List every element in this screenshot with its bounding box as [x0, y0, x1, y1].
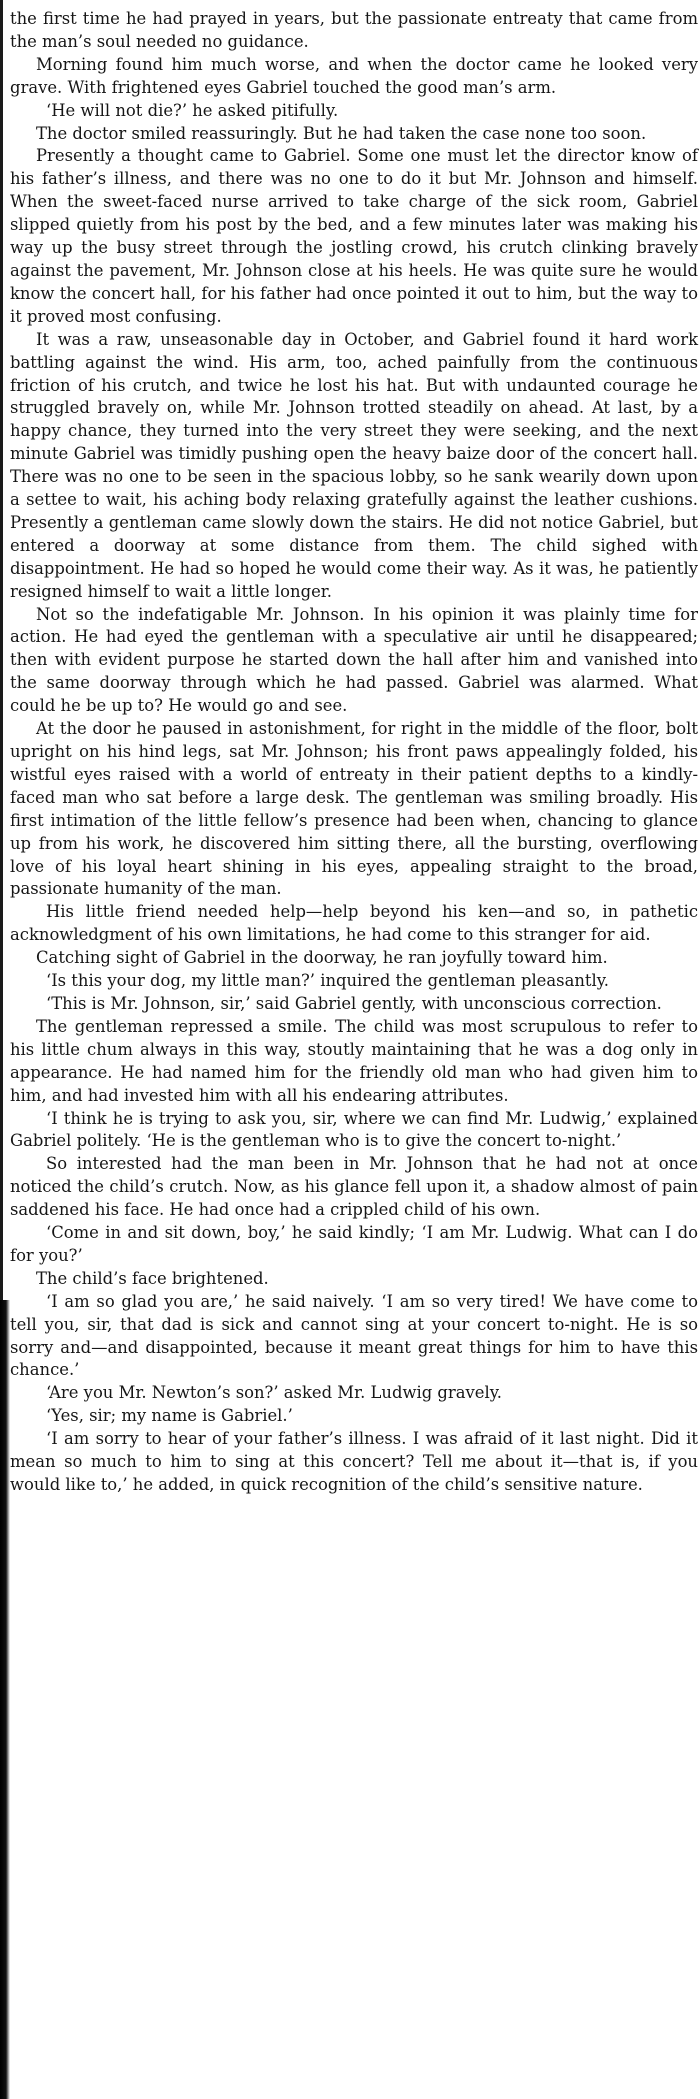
paragraph: The child’s face brightened.: [36, 1268, 269, 1288]
paragraph: Morning found him much worse, and when the doctor came he looked very grave. With frightened eyes Gabriel touched the good man’s arm.: [10, 54, 698, 97]
text-column: [10, 8, 698, 1497]
paragraph: ‘Are you Mr. Newton’s son?’ asked Mr. Ludwig gravely.: [46, 1383, 503, 1403]
paragraph: ‘He will not die?’ he asked pitifully.: [46, 100, 339, 120]
paragraph: ‘I am so glad you are,’ he said naively. ‘I am so very tired! We have come to tell you, sir, that dad is sick and cannot sing at your concert to-night. He is so sorry and—and disappointed, because it meant great things for him to have this chance.’: [10, 1291, 698, 1380]
paragraph: ‘I think he is trying to ask you, sir, where we can find Mr. Ludwig,’ explained Gabriel politely. ‘He is the gentleman who is to give the concert to-night.’: [10, 1108, 698, 1151]
paragraph: ‘Yes, sir; my name is Gabriel.’: [46, 1406, 293, 1426]
paragraph: The gentleman repressed a smile. The child was most scrupulous to refer to his little chum always in this way, stoutly maintaining that he was a dog only in appearance. He had named him for the friendly old man who had given him to him, and had invested him with all his endearing attributes.: [10, 1016, 698, 1105]
paragraph: the first time he had prayed in years, but the passionate entreaty that came from the man’s soul needed no guidance.: [10, 9, 698, 51]
paragraph: ‘Is this your dog, my little man?’ inquired the gentleman pleasantly.: [46, 971, 610, 991]
paragraph: The doctor smiled reassuringly. But he had taken the case none too soon.: [36, 123, 647, 143]
paragraph: Presently a thought came to Gabriel. Some one must let the director know of his father’s illness, and there was no one to do it but Mr. Johnson and himself. When the sweet-faced nurse arrived to take charge of the sick room, Gabriel slipped quietly from his post by the bed, and a few minutes later was making his way up the busy street through the jostling crowd, his crutch clinking bravely against the pavement, Mr. Johnson close at his heels. He was quite sure he would know the concert hall, for his father had once pointed it out to him, but the way to it proved most confusing.: [10, 146, 698, 326]
paragraph: At the door he paused in astonishment, for right in the middle of the floor, bolt upright on his hind legs, sat Mr. Johnson; his front paws appealingly folded, his wistful eyes raised with a world of entreaty in their patient depths to a kindly-faced man who sat before a large desk. The gentleman was smiling broadly. His first intimation of the little fellow’s presence had been when, chancing to glance up from his work, he discovered him sitting there, all the bursting, overflowing love of his loyal heart shining in his eyes, appealing straight to the broad, passionate humanity of the man.: [10, 719, 698, 899]
paragraph: ‘I am sorry to hear of your father’s illness. I was afraid of it last night. Did it mean so much to him to sing at this concert? Tell me about it—that is, if you would like to,’ he added, in quick recognition of the child’s sensitive nature.: [10, 1429, 698, 1494]
paragraph: ‘Come in and sit down, boy,’ he said kindly; ‘I am Mr. Ludwig. What can I do for you?’: [10, 1223, 698, 1265]
paragraph: Catching sight of Gabriel in the doorway, he ran joyfully toward him.: [36, 948, 608, 968]
paragraph: So interested had the man been in Mr. Johnson that he had not at once noticed the child’s crutch. Now, as his glance fell upon it, a shadow almost of pain saddened his face. He had once had a crippled child of his own.: [10, 1154, 698, 1220]
paragraph: It was a raw, unseasonable day in October, and Gabriel found it hard work battling against the wind. His arm, too, ached painfully from the continuous friction of his crutch, and twice he lost his hat. But with undaunted courage he struggled bravely on, while Mr. Johnson trotted steadily on ahead. At last, by a happy chance, they turned into the very street they were seeking, and the next minute Gabriel was timidly pushing open the heavy baize door of the concert hall. There was no one to be seen in the spacious lobby, so he sank wearily down upon a settee to wait, his aching body relaxing gratefully against the leather cushions. Presently a gentleman came slowly down the stairs. He did not notice Gabriel, but entered a doorway at some distance from them. The child sighed with disappointment. He had so hoped he would come their way. As it was, he patiently resigned himself to wait a little longer.: [10, 329, 698, 601]
paragraph: ‘This is Mr. Johnson, sir,’ said Gabriel gently, with unconscious correction.: [46, 993, 662, 1013]
paragraph: His little friend needed help—help beyond his ken—and so, in pathetic acknowledgment of his own limitations, he had come to this stranger for aid.: [10, 902, 698, 945]
paragraph: Not so the indefatigable Mr. Johnson. In his opinion it was plainly time for action. He had eyed the gentleman with a speculative air until he disappeared; then with evident purpose he started down the hall after him and vanished into the same doorway through which he had passed. Gabriel was alarmed. What could he be up to? He would go and see.: [10, 604, 698, 716]
